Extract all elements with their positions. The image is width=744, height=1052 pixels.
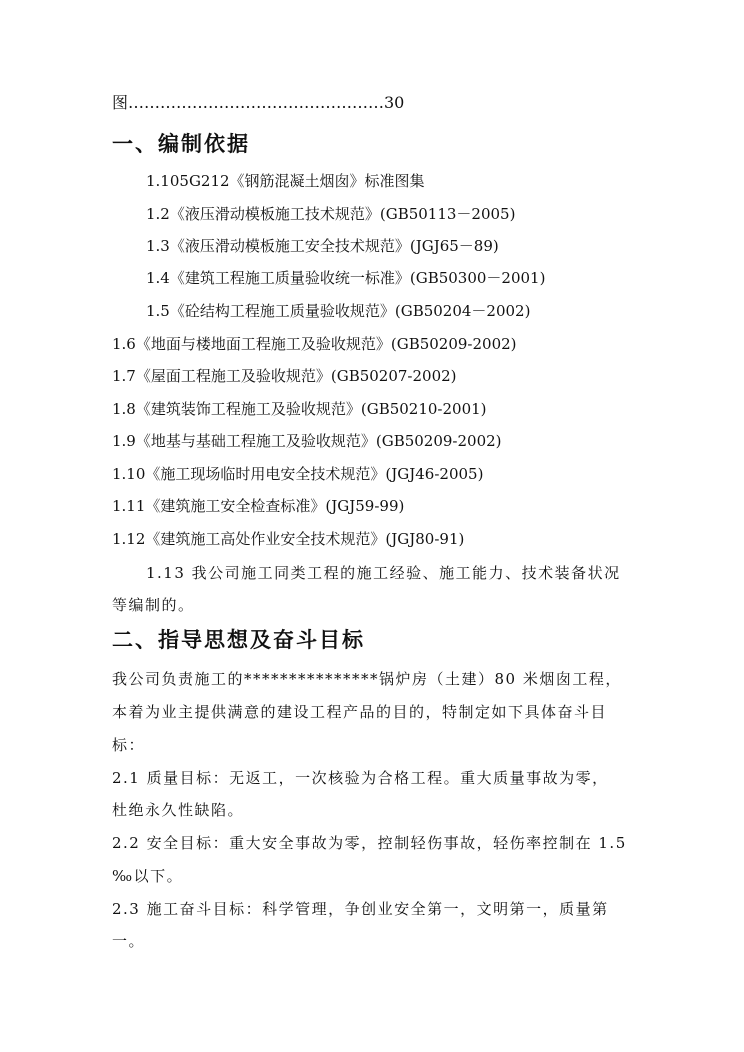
list-item: 1.3《液压滑动模板施工安全技术规范》(JGJ65－89) (146, 237, 499, 255)
list-item: 1.4《建筑工程施工质量验收统一标准》(GB50300－2001) (146, 269, 546, 287)
intro-line2: 本着为业主提供满意的建设工程产品的目的，特制定如下具体奋斗目 (112, 703, 608, 721)
section-heading-basis: 一、编制依据 (112, 131, 250, 156)
quality-goal-line1: 2.1 质量目标：无返工，一次核验为合格工程。重大质量事故为零， (112, 769, 609, 787)
list-item: 1.6《地面与楼地面工程施工及验收规范》(GB50209-2002) (112, 335, 517, 353)
construction-goal-line1: 2.3 施工奋斗目标：科学管理，争创业安全第一，文明第一，质量第 (112, 900, 609, 918)
list-item-13-line2: 等编制的。 (112, 596, 195, 614)
intro-line1: 我公司负责施工的***************锅炉房（土建）80 米烟囱工程， (112, 670, 622, 688)
section-heading-goals: 二、指导思想及奋斗目标 (112, 627, 365, 652)
list-item: 1.12《建筑施工高处作业安全技术规范》(JGJ80-91) (112, 530, 465, 548)
list-item: 1.9《地基与基础工程施工及验收规范》(GB50209-2002) (112, 432, 502, 450)
list-item: 1.11《建筑施工安全检查标准》(JGJ59-99) (112, 497, 405, 515)
safety-goal-line1: 2.2 安全目标：重大安全事故为零，控制轻伤事故，轻伤率控制在 1.5 (112, 834, 627, 852)
list-item-13-line1: 1.13 我公司施工同类工程的施工经验、施工能力、技术装备状况 (146, 564, 621, 582)
list-item: 1.7《屋面工程施工及验收规范》(GB50207-2002) (112, 367, 457, 385)
safety-goal-line2: ‰以下。 (112, 867, 184, 885)
toc-tail-line: 图…………………………………………30 (112, 93, 405, 112)
quality-goal-line2: 杜绝永久性缺陷。 (112, 801, 245, 819)
list-item: 1.5《砼结构工程施工质量验收规范》(GB50204－2002) (146, 302, 531, 320)
list-item: 1.8《建筑装饰工程施工及验收规范》(GB50210-2001) (112, 400, 487, 418)
list-item: 1.2《液压滑动模板施工技术规范》(GB50113－2005) (146, 205, 516, 223)
list-item: 1.105G212《钢筋混凝土烟囱》标准图集 (146, 172, 425, 190)
list-item: 1.10《施工现场临时用电安全技术规范》(JGJ46-2005) (112, 465, 484, 483)
intro-line3: 标： (112, 736, 146, 754)
construction-goal-line2: 一。 (112, 932, 146, 950)
